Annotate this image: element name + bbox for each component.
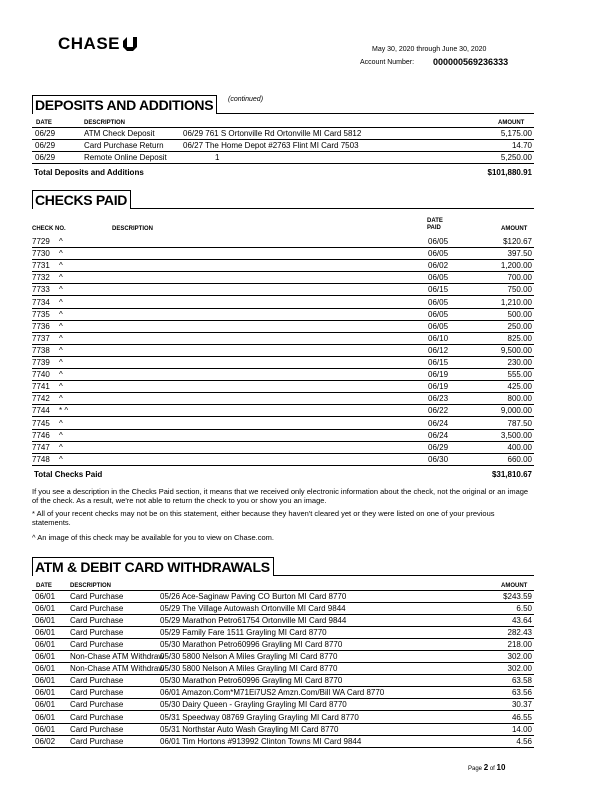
check-amount: 825.00 [507,333,532,343]
table-row [32,128,534,140]
atm-type: Card Purchase [70,640,124,650]
atm-type: Card Purchase [70,616,124,626]
check-amount: 425.00 [507,382,532,392]
atm-type: Card Purchase [70,724,124,734]
table-row [32,442,534,454]
table-row [32,639,534,651]
chase-octagon-icon [123,37,137,51]
check-number: 7746 [32,430,50,440]
table-row [32,418,534,430]
chase-logo [58,34,137,54]
check-date-paid: 06/24 [428,418,449,428]
check-number: 7735 [32,309,50,319]
deposit-detail: 06/29 761 S Ortonville Rd Ortonville MI Card 5812 [183,129,362,138]
page-total: 10 [496,763,506,772]
table-row [32,699,534,711]
atm-section-title: ATM & DEBIT CARD WITHDRAWALS [32,557,274,576]
table-row [32,454,534,466]
table-row [32,393,534,405]
check-number: 7734 [32,297,50,307]
account-number: 000000569236333 [433,57,509,67]
checks-note-electronic: If you see a description in the Checks Paid section, it means that we received only electronic information about the check, not the original or an image of the check. As a result, we're not able to return the check to you or show you an image. [32,487,529,505]
atm-type: Card Purchase [70,736,124,746]
check-number: 7748 [32,454,50,464]
check-date-paid: 06/15 [428,285,449,295]
table-row [32,724,534,736]
check-image-mark: ^ [59,370,63,380]
table-row [32,321,534,333]
check-date-paid: 06/29 [428,442,449,452]
deposit-type: ATM Check Deposit [84,129,155,138]
check-amount: 700.00 [507,273,532,283]
atm-amount: 30.37 [511,700,532,710]
check-date-paid: 06/30 [428,454,449,464]
check-date-paid: 06/05 [428,297,449,307]
check-amount: 555.00 [507,370,532,380]
deposits-total-label: Total Deposits and Additions [34,168,144,177]
check-image-mark: ^ [59,394,63,404]
check-number: 7747 [32,442,50,452]
atm-col-description: DESCRIPTION [70,583,112,589]
checks-note-image: ^ An image of this check may be available for you to view on Chase.com. [32,533,274,542]
checks-total-label: Total Checks Paid [34,470,103,479]
check-number: 7732 [32,273,50,283]
atm-date: 06/01 [35,724,56,734]
deposits-col-amount: AMOUNT [498,120,525,126]
deposit-amount: 5,175.00 [500,129,532,138]
atm-detail: 05/31 Speedway 08769 Grayling Grayling MI Card 8770 [160,712,359,722]
check-image-mark: ^ [59,237,63,246]
check-amount: 250.00 [507,321,532,331]
checks-total-row [32,469,534,480]
atm-date: 06/01 [35,700,56,710]
atm-amount: 218.00 [507,640,532,650]
check-amount: 500.00 [507,309,532,319]
check-amount: 397.50 [507,249,532,259]
check-date-paid: 06/10 [428,333,449,343]
atm-amount: 302.00 [507,664,532,674]
page-current: 2 [483,763,489,772]
check-date-paid: 06/05 [428,249,449,259]
account-number-label: Account Number: [360,59,415,66]
deposit-detail: 06/27 The Home Depot #2763 Flint MI Card 7503 [183,141,359,150]
check-amount: 3,500.00 [500,430,532,440]
atm-date: 06/01 [35,676,56,686]
check-date-paid: 06/15 [428,358,449,367]
check-number: 7730 [32,249,50,259]
deposit-amount: 5,250.00 [500,153,532,162]
check-date-paid: 06/22 [428,406,449,416]
atm-amount: $243.59 [503,592,532,601]
atm-detail: 05/30 Marathon Petro60996 Grayling MI Card 8770 [160,640,343,650]
check-number: 7740 [32,370,50,380]
check-image-mark: ^ [59,321,63,331]
table-row [32,260,534,272]
table-row [32,248,534,260]
check-date-paid: 06/02 [428,261,449,271]
check-image-mark: * ^ [59,406,69,416]
atm-date: 06/01 [35,688,56,698]
check-number: 7741 [32,382,50,392]
atm-date: 06/01 [35,664,56,674]
table-row [32,430,534,442]
deposits-continued-label: (continued) [228,96,264,103]
check-number: 7733 [32,285,50,295]
deposit-date: 06/29 [35,129,56,138]
table-row [32,309,534,321]
atm-amount: 14.00 [511,724,532,734]
table-row [32,381,534,393]
atm-date: 06/01 [35,592,56,601]
check-date-paid: 06/05 [428,321,449,331]
atm-amount: 282.43 [507,628,532,638]
atm-detail: 05/26 Ace-Saginaw Paving CO Burton MI Card 8770 [160,592,347,601]
table-row [32,627,534,639]
check-number: 7742 [32,394,50,404]
atm-type: Card Purchase [70,628,124,638]
table-row [32,345,534,357]
atm-col-amount: AMOUNT [501,583,528,589]
check-number: 7745 [32,418,50,428]
checks-col-date-line2: PAID [427,225,441,231]
check-amount: 800.00 [507,394,532,404]
check-amount: 9,000.00 [500,406,532,416]
table-row [32,140,534,152]
check-number: 7731 [32,261,50,271]
checks-col-amount: AMOUNT [501,226,528,232]
atm-amount: 6.50 [516,604,532,614]
table-row [32,675,534,687]
check-date-paid: 06/12 [428,345,449,355]
atm-date: 06/01 [35,640,56,650]
atm-detail: 05/30 5800 Nelson A Miles Grayling MI Card 8770 [160,652,338,662]
atm-detail: 05/30 5800 Nelson A Miles Grayling MI Card 8770 [160,664,338,674]
atm-detail: 06/01 Tim Hortons #913992 Clinton Towns MI Card 9844 [160,736,362,746]
atm-date: 06/02 [35,736,56,746]
page-of: of [489,766,495,772]
deposit-amount: 14.70 [511,141,532,150]
table-row [32,369,534,381]
atm-detail: 05/29 Family Fare 1511 Grayling MI Card 8770 [160,628,327,638]
table-row [32,663,534,675]
table-row [32,712,534,724]
deposits-total-amount: $101,880.91 [487,168,532,177]
check-image-mark: ^ [59,430,63,440]
table-row [32,236,534,248]
check-amount: 9,500.00 [500,345,532,355]
atm-date: 06/01 [35,604,56,614]
table-row [32,152,534,164]
check-amount: 660.00 [507,454,532,464]
atm-detail: 05/29 The Village Autowash Ortonville MI Card 9844 [160,604,346,614]
atm-amount: 63.58 [511,676,532,686]
deposit-type: Remote Online Deposit [84,153,167,162]
table-row [32,651,534,663]
table-row [32,591,534,603]
atm-amount: 46.55 [511,712,532,722]
atm-type: Card Purchase [70,676,124,686]
atm-detail: 05/29 Marathon Petro61754 Ortonville MI Card 9844 [160,616,347,626]
atm-amount: 63.56 [511,688,532,698]
check-number: 7729 [32,237,50,246]
table-row [32,297,534,309]
statement-period: May 30, 2020 through June 30, 2020 [372,46,487,53]
check-amount: 750.00 [507,285,532,295]
atm-detail: 05/30 Dairy Queen - Grayling Grayling MI Card 8770 [160,700,347,710]
atm-type: Card Purchase [70,700,124,710]
check-number: 7744 [32,406,50,416]
check-image-mark: ^ [59,249,63,259]
deposits-col-date: DATE [36,120,52,126]
check-image-mark: ^ [59,261,63,271]
atm-amount: 4.56 [516,736,532,746]
check-date-paid: 06/05 [428,273,449,283]
table-row [32,615,534,627]
check-date-paid: 06/19 [428,382,449,392]
atm-type: Card Purchase [70,604,124,614]
check-image-mark: ^ [59,273,63,283]
checks-note-recent: * All of your recent checks may not be on this statement, either because they haven't cleared yet or they were listed on one of your previous statements. [32,509,495,527]
check-amount: 787.50 [507,418,532,428]
check-image-mark: ^ [59,382,63,392]
atm-amount: 302.00 [507,652,532,662]
atm-type: Card Purchase [70,712,124,722]
page-number [468,763,505,772]
checks-section-title: CHECKS PAID [32,190,131,209]
atm-type: Card Purchase [70,592,124,601]
checks-col-date-line1: DATE [427,218,443,224]
deposits-col-description: DESCRIPTION [84,120,126,126]
table-row [32,284,534,296]
check-amount: 1,200.00 [500,261,532,271]
deposit-type: Card Purchase Return [84,141,164,150]
check-amount: 400.00 [507,442,532,452]
atm-date: 06/01 [35,712,56,722]
atm-detail: 05/30 Marathon Petro60996 Grayling MI Card 8770 [160,676,343,686]
atm-type: Non-Chase ATM Withdraw [70,664,165,674]
check-date-paid: 06/05 [428,237,449,246]
check-image-mark: ^ [59,285,63,295]
check-number: 7737 [32,333,50,343]
deposit-date: 06/29 [35,153,56,162]
atm-date: 06/01 [35,616,56,626]
table-row [32,272,534,284]
check-amount: $120.67 [503,237,532,246]
check-amount: 230.00 [507,358,532,367]
table-row [32,687,534,699]
deposit-date: 06/29 [35,141,56,150]
check-date-paid: 06/24 [428,430,449,440]
check-number: 7738 [32,345,50,355]
check-image-mark: ^ [59,333,63,343]
deposit-detail: 1 [215,153,220,162]
atm-type: Non-Chase ATM Withdraw [70,652,165,662]
table-row [32,357,534,369]
checks-total-amount: $31,810.67 [491,470,532,479]
atm-amount: 43.64 [511,616,532,626]
checks-col-description: DESCRIPTION [112,226,154,232]
check-amount: 1,210.00 [500,297,532,307]
bank-name: CHASE [58,34,121,53]
check-number: 7736 [32,321,50,331]
check-image-mark: ^ [59,345,63,355]
check-date-paid: 06/23 [428,394,449,404]
check-date-paid: 06/05 [428,309,449,319]
atm-detail: 05/31 Northstar Auto Wash Grayling MI Card 8770 [160,724,339,734]
atm-date: 06/01 [35,652,56,662]
atm-col-date: DATE [36,583,52,589]
check-image-mark: ^ [59,442,63,452]
atm-type: Card Purchase [70,688,124,698]
check-image-mark: ^ [59,358,63,367]
check-image-mark: ^ [59,309,63,319]
atm-date: 06/01 [35,628,56,638]
atm-detail: 06/01 Amazon.Com*M71Ei7US2 Amzn.Com/Bill WA Card 8770 [160,688,385,698]
check-image-mark: ^ [59,454,63,464]
table-row [32,736,534,748]
table-row [32,333,534,345]
page-label: Page [468,766,483,772]
check-image-mark: ^ [59,418,63,428]
check-number: 7739 [32,358,50,367]
table-row [32,603,534,615]
table-row [32,405,534,417]
deposits-total-row [32,167,534,178]
checks-col-check-no: CHECK NO. [32,226,66,232]
check-image-mark: ^ [59,297,63,307]
deposits-section-title: DEPOSITS AND ADDITIONS [32,95,217,114]
check-date-paid: 06/19 [428,370,449,380]
